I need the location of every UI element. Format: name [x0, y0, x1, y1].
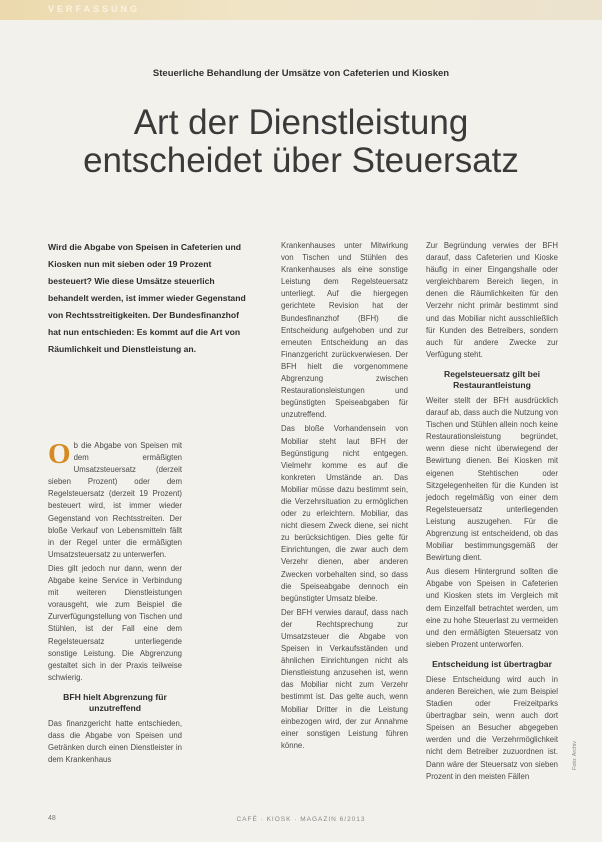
column-3	[426, 240, 558, 785]
subheading: Regelsteuersatz gilt bei Restaurantleistung	[444, 368, 540, 390]
headline-line-2: entscheidet über Steuersatz	[83, 141, 519, 180]
section-label: VERFASSUNG	[48, 4, 141, 14]
page-number: 48	[48, 815, 56, 822]
paragraph: Dies gilt jedoch nur dann, wenn der Abgabe keine Service in Verbindung mit weiteren Dienstleistungen vorausgeht, wie zum Beispiel die Zurverfügungstellung von Tischen und Stühlen, ist der Fall eine dem Regelsteuersatz unterliegende sonstige Leistung. Die Abgrenzung gestaltet sich in der Praxis teilweise schwierig.	[48, 563, 182, 682]
column-1	[48, 440, 182, 768]
subheading: Entscheidung ist übertragbar	[432, 658, 552, 669]
article-kicker: Steuerliche Behandlung der Umsätze von Cafeterien und Kiosken	[152, 68, 450, 79]
paragraph: Das finanzgericht hatte entschieden, dass die Abgabe von Speisen und Getränken durch einen Dienstleister in dem Krankenhaus	[48, 718, 182, 765]
paragraph: Der BFH verwies darauf, dass nach der Rechtsprechung zur Umsatzsteuer die Abgabe von Speisen in Verkaufsständen und ähnlichen Einrichtungen nicht als Dienstleistung anzusehen ist, wenn das Mobiliar nicht zum Verzehr bestimmt ist. Das gelte auch, wenn Mobiliar Dritter in die Leistung einbezogen wird, der zur Annahme einer sonstigen Leistung führen könne.	[281, 607, 408, 750]
paragraph: Aus diesem Hintergrund sollten die Abgabe von Speisen in Cafeterien und Kiosken stets im Vergleich mit dem Einzelfall betrachtet werden, um eine zu hohe Steuerlast zu vermeiden und den ermäßigten Steuersatz von sieben Prozent unterworfen.	[426, 567, 558, 649]
photo-credit: Foto: Archiv	[572, 740, 578, 770]
paragraph: Krankenhauses unter Mitwirkung von Tischen und Stühlen des Krankenhauses als eine sonstige Leistung dem Regelsteuersatz unterliegt. Auf die hiergegen gerichtete Revision hat der Bundesfinanzhof (BFH) die Entscheidung aufgehoben und zur erneuten Entscheidung an das Finanzgericht zurückverwiesen. Der BFH hielt die vorgenommene Abgrenzung zwischen Restaurationsleistungen und begünstigten Speiseabgaben für unzutreffend.	[281, 241, 408, 420]
paragraph: Zur Begründung verwies der BFH darauf, dass Cafeterien und Kioske häufig in einer Eingangshalle oder vergleichbarem Bereich liegen, in denen die Räumlichkeiten für den Verzehr nicht primär bestimmt sind und das Mobiliar nicht ausschließlich für Kunden des Betreibers, sondern auch für andere Zwecke zur Verfügung steht.	[426, 241, 558, 359]
paragraph: Das bloße Vorhandensein von Mobiliar steht laut BFH der Begünstigung nicht entgegen. Vielmehr komme es auf die konkreten Umstände an. Das Mobiliar müsse dazu bestimmt sein, die Verzehrsituation zu ermöglichen oder zu erleichtern. Mobiliar, das nicht diesem Zweck diene, sei nicht zu berücksichtigen. Dies gelte für Einrichtungen, die zwar auch dem Verzehr dienen, aber anderen Zwecken vorbehalten sind, so dass die Speiseabgabe dennoch ein begünstigter Umsatz bleibe.	[281, 424, 408, 603]
headline-line-1: Art der Dienstleistung	[133, 103, 469, 142]
paragraph	[48, 440, 182, 561]
paragraph: Weiter stellt der BFH ausdrücklich darauf ab, dass auch die Nutzung von Tischen und Stühlen allein noch keine Restaurationsleistung begründet, wenn diese nicht überwiegend der Bewirtung dienen. Bei Kiosken mit eigenen Stehtischen oder Sitzgelegenheiten für die Kunden ist jedoch regelmäßig von einer dem Regelsteuersatz unterliegenden Leistung auszugehen. Für die Abgrenzung ist entscheidend, ob das Mobiliar bestimmungsgemäß der Bewirtung dient.	[426, 395, 558, 563]
paragraph: Diese Entscheidung wird auch in anderen Bereichen, wie zum Beispiel Stadien oder Freizeitparks übertragbar sein, wenn auch dort Speisen an Besucher abgegeben werden und die Verzehrmöglichkeit nicht dem Betreiber zuzuordnen ist. Dann wäre der Steuersatz von sieben Prozent in den meisten Fällen	[426, 674, 558, 781]
magazine-footer: CAFÉ · KIOSK · MAGAZIN 6/2013	[236, 816, 366, 823]
section-band	[0, 0, 602, 20]
article-headline	[0, 104, 602, 180]
paragraph-text: b die Abgabe von Speisen mit dem ermäßigten Umsatzsteuersatz (derzeit sieben Prozent) oder dem Regelsteuersatz (derzeit 19 Prozent) besteuert wird, ist immer wieder Gegenstand von Rechtsstreiten. Der bloße Verkauf von Lebensmitteln fällt in der Regel unter die ermäßigten Umsatzsteuersatz zu unterwerfen.	[48, 441, 182, 559]
column-2	[281, 240, 408, 754]
article-lead: Wird die Abgabe von Speisen in Cafeterien und Kiosken nun mit sieben oder 19 Prozent besteuert? Wie diese Umsätze steuerlich behandelt werden, ist immer wieder Gegenstand von Rechtsstreitigkeiten. Der Bundesfinanzhof hat nun entschieden: Es kommt auf die Art von Räumlichkeit und Dienstleistung an.	[48, 242, 246, 354]
subheading: BFH hielt Abgrenzung für unzutreffend	[63, 691, 167, 713]
drop-cap: O	[48, 438, 71, 470]
